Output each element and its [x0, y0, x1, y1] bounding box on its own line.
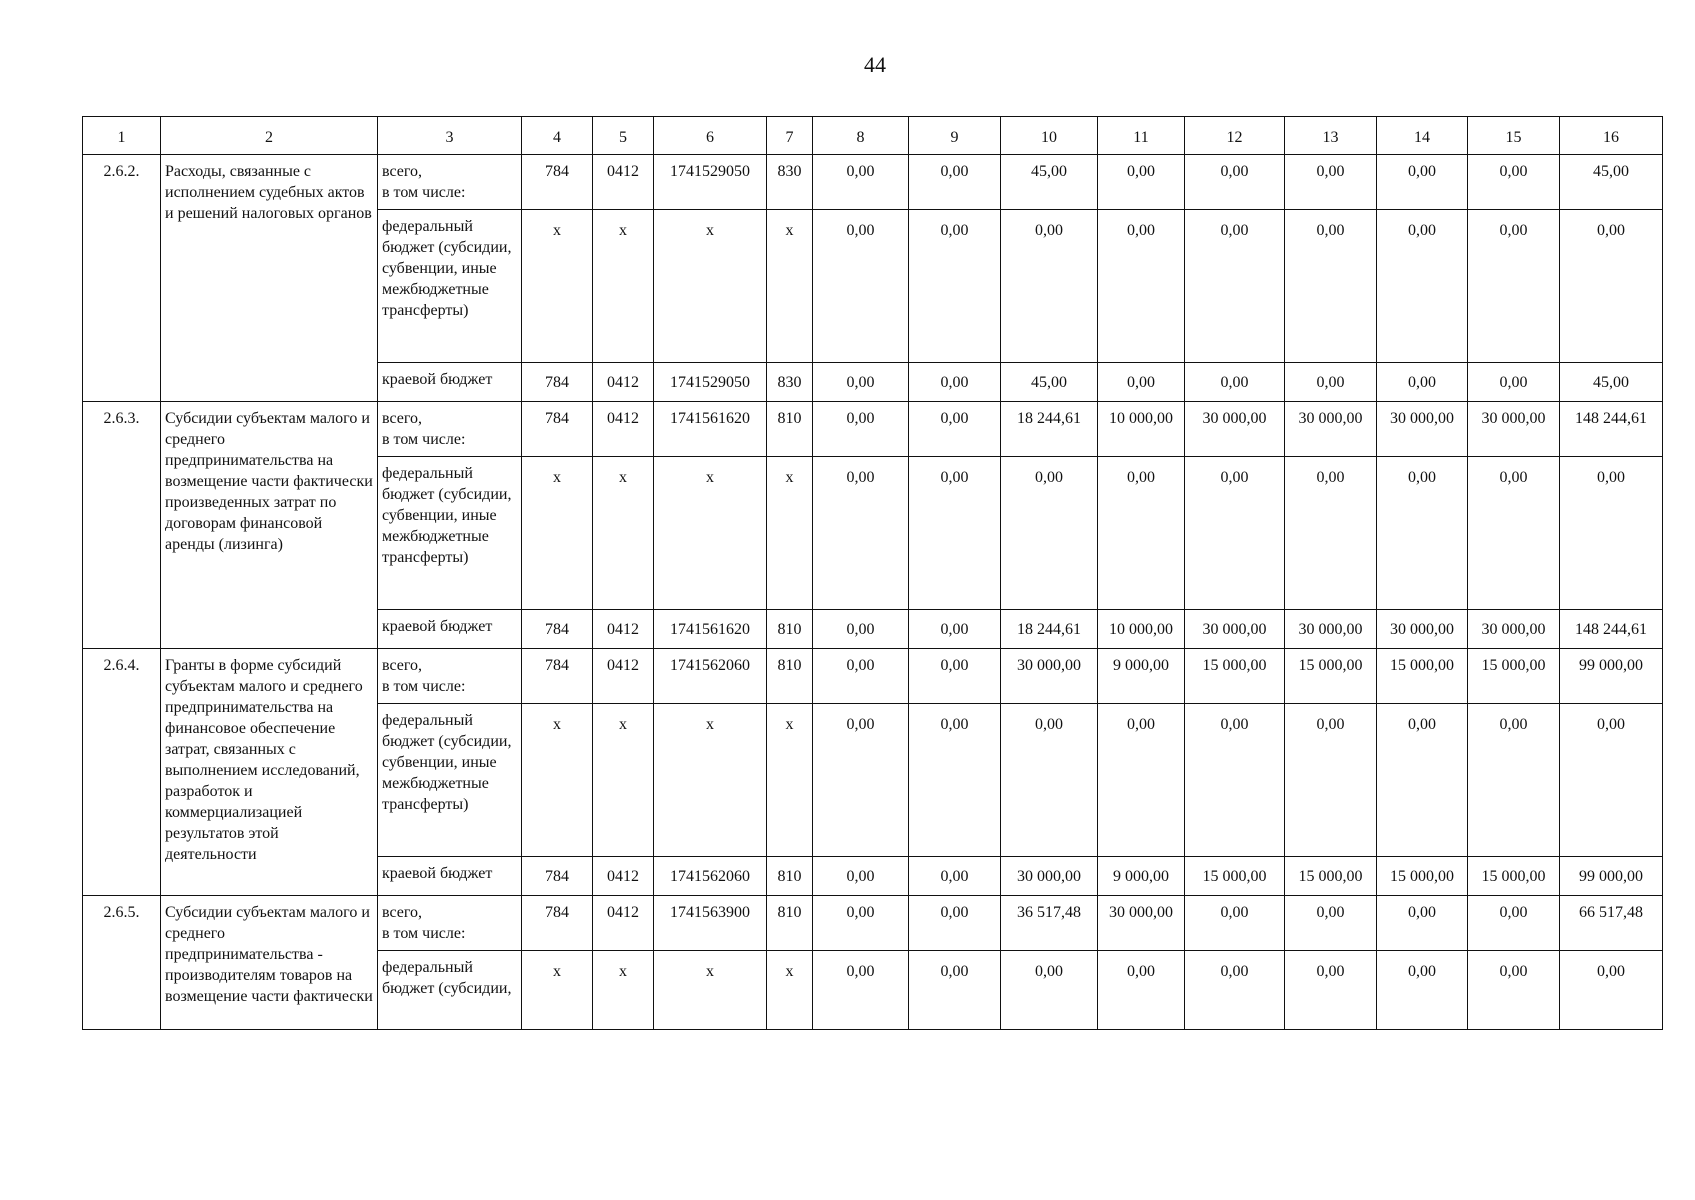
- row-name: Гранты в форме субсидий субъектам малого и среднего предпринимательства на финансовое обеспечение затрат, связанных с выполнением исследований, разработок и коммерциализацией результатов этой деятельности: [161, 649, 378, 896]
- total-col-4: 784: [522, 649, 593, 704]
- federal-col-5: х: [593, 951, 654, 1030]
- row-name: Расходы, связанные с исполнением судебных актов и решений налоговых органов: [161, 155, 378, 402]
- source-total: [378, 649, 522, 704]
- total-col-4: 784: [522, 155, 593, 210]
- federal-col-13: 0,00: [1285, 210, 1377, 363]
- federal-col-8: 0,00: [813, 457, 909, 610]
- regional-col-4: 784: [522, 610, 593, 649]
- column-header-8: 8: [813, 117, 909, 155]
- column-header-2: 2: [161, 117, 378, 155]
- row-index: 2.6.4.: [83, 649, 161, 896]
- row-index: 2.6.3.: [83, 402, 161, 649]
- total-col-14: 0,00: [1377, 155, 1468, 210]
- total-col-5: 0412: [593, 649, 654, 704]
- federal-col-7: х: [767, 457, 813, 610]
- federal-col-10: 0,00: [1001, 704, 1098, 857]
- column-header-14: 14: [1377, 117, 1468, 155]
- federal-col-12: 0,00: [1185, 951, 1285, 1030]
- regional-col-5: 0412: [593, 610, 654, 649]
- total-col-10: 18 244,61: [1001, 402, 1098, 457]
- row-name: Субсидии субъектам малого и среднего предпринимательства на возмещение части фактически произведенных затрат по договорам финансовой аренды (лизинга): [161, 402, 378, 649]
- regional-col-16: 148 244,61: [1560, 610, 1663, 649]
- total-col-12: 30 000,00: [1185, 402, 1285, 457]
- federal-col-4: х: [522, 457, 593, 610]
- federal-col-11: 0,00: [1098, 704, 1185, 857]
- total-col-13: 15 000,00: [1285, 649, 1377, 704]
- regional-col-5: 0412: [593, 857, 654, 896]
- federal-col-6: х: [654, 457, 767, 610]
- regional-col-11: 0,00: [1098, 363, 1185, 402]
- regional-col-14: 15 000,00: [1377, 857, 1468, 896]
- total-col-8: 0,00: [813, 649, 909, 704]
- regional-col-9: 0,00: [909, 610, 1001, 649]
- regional-col-13: 15 000,00: [1285, 857, 1377, 896]
- total-col-5: 0412: [593, 402, 654, 457]
- federal-col-15: 0,00: [1468, 457, 1560, 610]
- total-col-8: 0,00: [813, 402, 909, 457]
- federal-col-12: 0,00: [1185, 704, 1285, 857]
- federal-col-16: 0,00: [1560, 704, 1663, 857]
- federal-col-5: х: [593, 210, 654, 363]
- regional-col-6: 1741561620: [654, 610, 767, 649]
- source-total-sublabel: в том числе:: [382, 925, 466, 942]
- total-col-5: 0412: [593, 896, 654, 951]
- federal-col-14: 0,00: [1377, 457, 1468, 610]
- regional-col-9: 0,00: [909, 363, 1001, 402]
- regional-col-10: 45,00: [1001, 363, 1098, 402]
- federal-col-10: 0,00: [1001, 457, 1098, 610]
- total-col-8: 0,00: [813, 896, 909, 951]
- federal-col-9: 0,00: [909, 951, 1001, 1030]
- source-total-label: всего,: [382, 657, 423, 674]
- regional-col-10: 30 000,00: [1001, 857, 1098, 896]
- total-col-12: 0,00: [1185, 155, 1285, 210]
- regional-col-7: 810: [767, 857, 813, 896]
- total-col-11: 30 000,00: [1098, 896, 1185, 951]
- regional-col-13: 0,00: [1285, 363, 1377, 402]
- source-total-sublabel: в том числе:: [382, 678, 466, 695]
- total-col-12: 15 000,00: [1185, 649, 1285, 704]
- federal-col-11: 0,00: [1098, 951, 1185, 1030]
- federal-col-6: х: [654, 951, 767, 1030]
- total-col-14: 0,00: [1377, 896, 1468, 951]
- regional-col-8: 0,00: [813, 610, 909, 649]
- total-col-9: 0,00: [909, 896, 1001, 951]
- total-col-10: 36 517,48: [1001, 896, 1098, 951]
- federal-col-16: 0,00: [1560, 457, 1663, 610]
- federal-col-11: 0,00: [1098, 210, 1185, 363]
- regional-col-16: 45,00: [1560, 363, 1663, 402]
- federal-col-6: х: [654, 704, 767, 857]
- regional-col-15: 15 000,00: [1468, 857, 1560, 896]
- federal-col-16: 0,00: [1560, 951, 1663, 1030]
- source-federal: федеральный бюджет (субсидии, субвенции, иные межбюджетные трансферты): [378, 210, 522, 363]
- total-col-12: 0,00: [1185, 896, 1285, 951]
- federal-col-8: 0,00: [813, 704, 909, 857]
- federal-col-4: х: [522, 951, 593, 1030]
- total-col-15: 30 000,00: [1468, 402, 1560, 457]
- federal-col-4: х: [522, 210, 593, 363]
- column-header-3: 3: [378, 117, 522, 155]
- table-header-row: [83, 117, 1663, 155]
- total-col-10: 45,00: [1001, 155, 1098, 210]
- total-col-5: 0412: [593, 155, 654, 210]
- total-col-14: 30 000,00: [1377, 402, 1468, 457]
- federal-col-7: х: [767, 704, 813, 857]
- federal-col-8: 0,00: [813, 210, 909, 363]
- federal-col-13: 0,00: [1285, 457, 1377, 610]
- regional-col-12: 15 000,00: [1185, 857, 1285, 896]
- source-total-sublabel: в том числе:: [382, 184, 466, 201]
- column-header-12: 12: [1185, 117, 1285, 155]
- column-header-10: 10: [1001, 117, 1098, 155]
- source-total: [378, 896, 522, 951]
- total-col-15: 0,00: [1468, 896, 1560, 951]
- source-total-label: всего,: [382, 904, 423, 921]
- total-col-7: 830: [767, 155, 813, 210]
- row-name: Субсидии субъектам малого и среднего предпринимательства - производителям товаров на возмещение части фактически: [161, 896, 378, 1030]
- row-index: 2.6.2.: [83, 155, 161, 402]
- total-col-11: 10 000,00: [1098, 402, 1185, 457]
- total-col-13: 30 000,00: [1285, 402, 1377, 457]
- column-header-7: 7: [767, 117, 813, 155]
- federal-col-14: 0,00: [1377, 210, 1468, 363]
- federal-col-13: 0,00: [1285, 704, 1377, 857]
- total-col-13: 0,00: [1285, 896, 1377, 951]
- source-regional: краевой бюджет: [378, 363, 522, 402]
- total-col-16: 99 000,00: [1560, 649, 1663, 704]
- total-col-16: 148 244,61: [1560, 402, 1663, 457]
- total-col-13: 0,00: [1285, 155, 1377, 210]
- total-col-11: 9 000,00: [1098, 649, 1185, 704]
- regional-col-6: 1741529050: [654, 363, 767, 402]
- regional-col-8: 0,00: [813, 857, 909, 896]
- total-col-15: 15 000,00: [1468, 649, 1560, 704]
- total-col-16: 45,00: [1560, 155, 1663, 210]
- source-total-sublabel: в том числе:: [382, 431, 466, 448]
- total-col-9: 0,00: [909, 155, 1001, 210]
- regional-col-16: 99 000,00: [1560, 857, 1663, 896]
- source-federal: федеральный бюджет (субсидии, субвенции, иные межбюджетные трансферты): [378, 457, 522, 610]
- regional-col-8: 0,00: [813, 363, 909, 402]
- federal-col-7: х: [767, 951, 813, 1030]
- regional-col-11: 9 000,00: [1098, 857, 1185, 896]
- column-header-15: 15: [1468, 117, 1560, 155]
- federal-col-7: х: [767, 210, 813, 363]
- regional-col-5: 0412: [593, 363, 654, 402]
- regional-col-14: 30 000,00: [1377, 610, 1468, 649]
- federal-col-11: 0,00: [1098, 457, 1185, 610]
- column-header-5: 5: [593, 117, 654, 155]
- source-total-label: всего,: [382, 410, 423, 427]
- regional-col-4: 784: [522, 363, 593, 402]
- federal-col-14: 0,00: [1377, 704, 1468, 857]
- federal-col-12: 0,00: [1185, 210, 1285, 363]
- federal-col-9: 0,00: [909, 457, 1001, 610]
- source-regional: краевой бюджет: [378, 610, 522, 649]
- federal-col-9: 0,00: [909, 210, 1001, 363]
- source-total: [378, 402, 522, 457]
- regional-col-15: 0,00: [1468, 363, 1560, 402]
- column-header-13: 13: [1285, 117, 1377, 155]
- total-col-6: 1741529050: [654, 155, 767, 210]
- federal-col-9: 0,00: [909, 704, 1001, 857]
- federal-col-13: 0,00: [1285, 951, 1377, 1030]
- regional-col-7: 810: [767, 610, 813, 649]
- federal-col-8: 0,00: [813, 951, 909, 1030]
- total-col-4: 784: [522, 896, 593, 951]
- source-federal: федеральный бюджет (субсидии, субвенции, иные межбюджетные трансферты): [378, 704, 522, 857]
- regional-col-14: 0,00: [1377, 363, 1468, 402]
- total-col-6: 1741562060: [654, 649, 767, 704]
- federal-col-14: 0,00: [1377, 951, 1468, 1030]
- regional-col-11: 10 000,00: [1098, 610, 1185, 649]
- regional-col-7: 830: [767, 363, 813, 402]
- total-col-6: 1741563900: [654, 896, 767, 951]
- table-row: [83, 402, 1663, 457]
- federal-col-5: х: [593, 704, 654, 857]
- table-row: [83, 896, 1663, 951]
- total-col-10: 30 000,00: [1001, 649, 1098, 704]
- column-header-9: 9: [909, 117, 1001, 155]
- page-number: 44: [864, 52, 886, 77]
- column-header-6: 6: [654, 117, 767, 155]
- total-col-14: 15 000,00: [1377, 649, 1468, 704]
- total-col-9: 0,00: [909, 402, 1001, 457]
- regional-col-6: 1741562060: [654, 857, 767, 896]
- regional-col-12: 30 000,00: [1185, 610, 1285, 649]
- total-col-4: 784: [522, 402, 593, 457]
- total-col-7: 810: [767, 402, 813, 457]
- column-header-4: 4: [522, 117, 593, 155]
- federal-col-15: 0,00: [1468, 210, 1560, 363]
- federal-col-16: 0,00: [1560, 210, 1663, 363]
- row-index: 2.6.5.: [83, 896, 161, 1030]
- regional-col-15: 30 000,00: [1468, 610, 1560, 649]
- column-header-1: 1: [83, 117, 161, 155]
- total-col-6: 1741561620: [654, 402, 767, 457]
- column-header-16: 16: [1560, 117, 1663, 155]
- federal-col-6: х: [654, 210, 767, 363]
- table-row: [83, 649, 1663, 704]
- regional-col-10: 18 244,61: [1001, 610, 1098, 649]
- regional-col-9: 0,00: [909, 857, 1001, 896]
- federal-col-10: 0,00: [1001, 210, 1098, 363]
- total-col-15: 0,00: [1468, 155, 1560, 210]
- table-body: [83, 155, 1663, 1030]
- regional-col-13: 30 000,00: [1285, 610, 1377, 649]
- regional-col-12: 0,00: [1185, 363, 1285, 402]
- regional-col-4: 784: [522, 857, 593, 896]
- source-total: [378, 155, 522, 210]
- total-col-16: 66 517,48: [1560, 896, 1663, 951]
- source-federal: федеральный бюджет (субсидии,: [378, 951, 522, 1030]
- total-col-7: 810: [767, 896, 813, 951]
- column-header-11: 11: [1098, 117, 1185, 155]
- federal-col-4: х: [522, 704, 593, 857]
- source-total-label: всего,: [382, 163, 423, 180]
- total-col-9: 0,00: [909, 649, 1001, 704]
- federal-col-15: 0,00: [1468, 951, 1560, 1030]
- total-col-7: 810: [767, 649, 813, 704]
- federal-col-15: 0,00: [1468, 704, 1560, 857]
- federal-col-5: х: [593, 457, 654, 610]
- total-col-8: 0,00: [813, 155, 909, 210]
- federal-col-10: 0,00: [1001, 951, 1098, 1030]
- federal-col-12: 0,00: [1185, 457, 1285, 610]
- source-regional: краевой бюджет: [378, 857, 522, 896]
- table-row: [83, 155, 1663, 210]
- total-col-11: 0,00: [1098, 155, 1185, 210]
- budget-table: [82, 116, 1663, 1030]
